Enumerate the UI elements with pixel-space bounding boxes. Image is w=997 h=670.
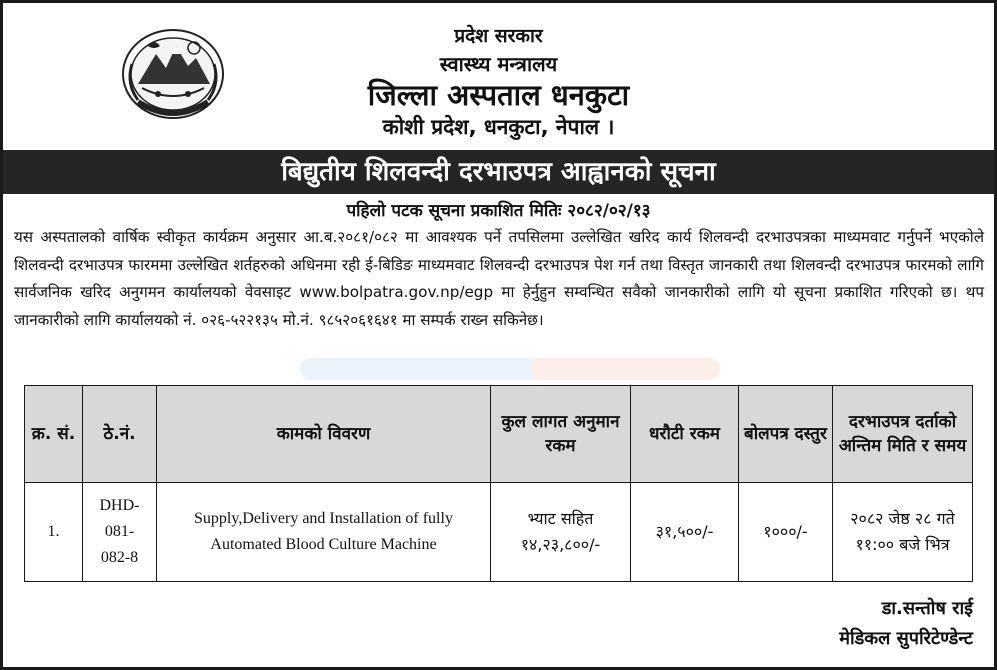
header-bid-security: धरौटी रकम (631, 386, 739, 483)
signatory-name: डा.सन्तोष राई (881, 598, 973, 619)
signature-block (839, 594, 973, 654)
body-paragraph: यस अस्पतालको वार्षिक स्वीकृत कार्यक्रम अनुसार आ.ब.२०८१/०८२ मा आवश्यक पर्ने तपसिलमा उल्लेखित खरिद कार्य शिलवन्दी दरभाउपत्रका माध्यमवाट गर्नुपर्ने भएकोले शिलवन्दी दरभाउपत्र फारममा उल्लेखित शर्तहरुको अधिनमा रही ई-बिडिङ माध्यमवाट शिलवन्दी दरभाउपत्र पेश गर्न तथा विस्तृत जानकारी तथा शिलवन्दी दरभाउपत्र फारमको लागि सार्वजनिक खरिद अनुगमन कार्यालयको वेवसाइट www.bolpatra.gov.np/egp मा हेर्नुहुन सम्वन्धित सवैको जानकारीको लागि यो सूचना प्रकाशित गरिएको छ। थप जानकारीको लागि कार्यालयको नं. ०२६-५२२१३५ मो.नं. ९८५२०६१६४१ मा सम्पर्क राख्न सकिनेछ। (14, 228, 984, 329)
cell-serial-number: 1. (25, 483, 83, 582)
notice-body (14, 224, 984, 334)
cell-submission-deadline: २०८२ जेष्ठ २८ गते ११:०० बजे भित्र (833, 483, 973, 582)
cell-cost-estimate: भ्याट सहित १४,२३,८००/- (491, 483, 631, 582)
notice-title-banner: बिद्युतीय शिलवन्दी दरभाउपत्र आह्वानको सूचना (3, 150, 994, 194)
publication-date: पहिलो पटक सूचना प्रकाशित मितिः २०८२/०२/१३ (346, 201, 651, 221)
signatory-title: मेडिकल सुपरिटेण्डेन्ट (839, 628, 973, 649)
cell-bid-security: ३१,५००/- (631, 483, 739, 582)
header-cost-estimate: कुल लागत अनुमान रकम (491, 386, 631, 483)
ministry-heading: स्वास्थ्य मन्त्रालय (439, 52, 558, 76)
cell-work-description: Supply,Delivery and Installation of fully Automated Blood Culture Machine (157, 483, 491, 582)
hospital-name-heading: जिल्ला अस्पताल धनकुटा (367, 78, 630, 112)
tender-table (24, 385, 973, 582)
province-government-heading: प्रदेश सरकार (454, 25, 543, 47)
table-header-row (25, 386, 973, 483)
cell-bid-fee: १०००/- (739, 483, 833, 582)
header-serial-number: क्र. सं. (25, 386, 83, 483)
notice-header (0, 22, 997, 142)
header-bid-fee: बोलपत्र दस्तुर (739, 386, 833, 483)
header-work-description: कामको विवरण (157, 386, 491, 483)
header-submission-deadline: दरभाउपत्र दर्ताको अन्तिम मिति र समय (833, 386, 973, 483)
address-heading: कोशी प्रदेश, धनकुटा, नेपाल । (382, 115, 615, 139)
cell-contract-number: DHD- 081- 082-8 (83, 483, 157, 582)
table-row (25, 483, 973, 582)
header-contract-number: ठे.नं. (83, 386, 157, 483)
